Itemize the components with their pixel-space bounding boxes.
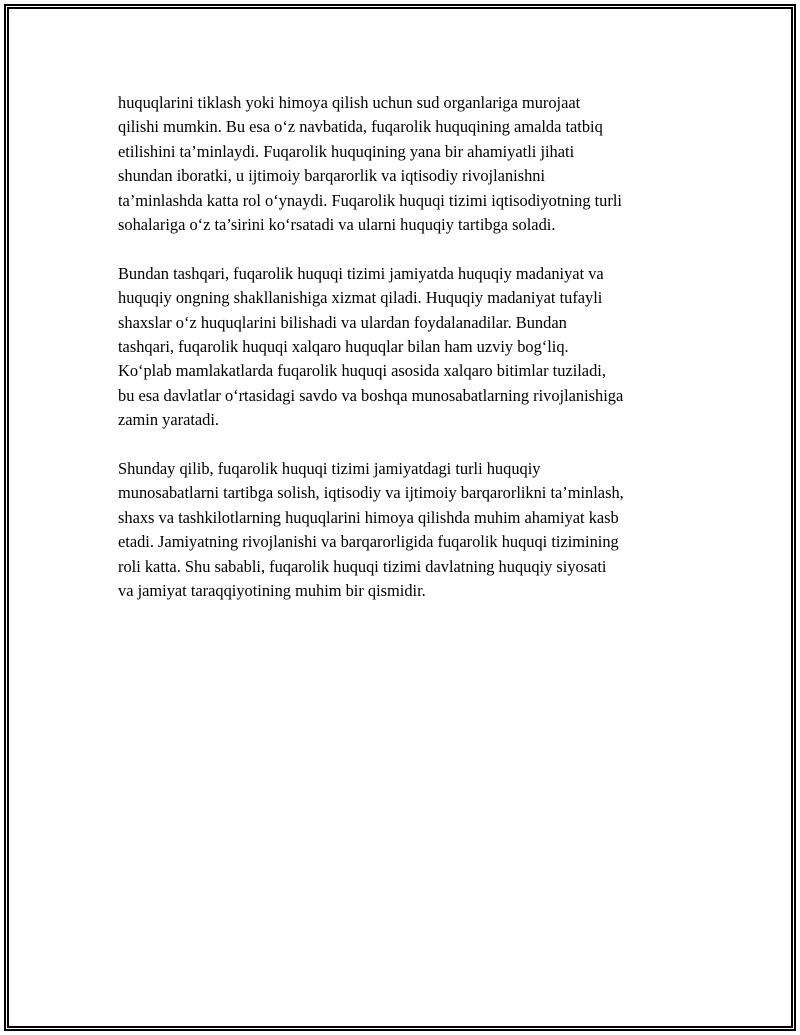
text-line: munosabatlarni tartibga solish, iqtisodiy va ijtimoiy barqarorlikni ta’minlash,	[118, 483, 624, 503]
text-line: tashqari, fuqarolik huquqi xalqaro huquqlar bilan ham uzviy bog‘liq.	[118, 337, 569, 357]
text-line: sohalariga o‘z ta’sirini ko‘rsatadi va ularni huquqiy tartibga soladi.	[118, 215, 556, 235]
paragraph-3	[118, 457, 698, 603]
text-line: huquqlarini tiklash yoki himoya qilish uchun sud organlariga murojaat	[118, 93, 581, 112]
document-body	[118, 91, 698, 628]
text-line: qilishi mumkin. Bu esa o‘z navbatida, fuqarolik huquqining amalda tatbiq	[118, 117, 603, 137]
text-line: shaxslar o‘z huquqlarini bilishadi va ulardan foydalanadilar. Bundan	[118, 312, 567, 332]
text-line: bu esa davlatlar o‘rtasidagi savdo va boshqa munosabatlarning rivojlanishiga	[118, 385, 624, 405]
text-line: roli katta. Shu sababli, fuqarolik huquqi tizimi davlatning huquqiy siyosati	[118, 556, 607, 576]
text-line: huquqiy ongning shakllanishiga xizmat qiladi. Huquqiy madaniyat tufayli	[118, 288, 603, 308]
text-line: zamin yaratadi.	[118, 410, 220, 430]
text-line: Shunday qilib, fuqarolik huquqi tizimi jamiyatdagi turli huquqiy	[118, 459, 541, 479]
text-line: etadi. Jamiyatning rivojlanishi va barqarorligida fuqarolik huquqi tizimining	[118, 532, 619, 552]
text-line: va jamiyat taraqqiyotining muhim bir qismidir.	[118, 581, 426, 601]
text-line: Bundan tashqari, fuqarolik huquqi tizimi jamiyatda huquqiy madaniyat va	[118, 263, 604, 283]
text-line: shundan iboratki, u ijtimoiy barqarorlik va iqtisodiy rivojlanishni	[118, 166, 546, 186]
paragraph-1	[118, 91, 698, 237]
paragraph-2	[118, 262, 698, 433]
text-line: shaxs va tashkilotlarning huquqlarini himoya qilishda muhim ahamiyat kasb	[118, 507, 619, 527]
text-line: etilishini ta’minlaydi. Fuqarolik huquqining yana bir ahamiyatli jihati	[118, 141, 575, 161]
text-line: Ko‘plab mamlakatlarda fuqarolik huquqi asosida xalqaro bitimlar tuziladi,	[118, 361, 606, 381]
text-line: ta’minlashda katta rol o‘ynaydi. Fuqarolik huquqi tizimi iqtisodiyotning turli	[118, 190, 622, 210]
